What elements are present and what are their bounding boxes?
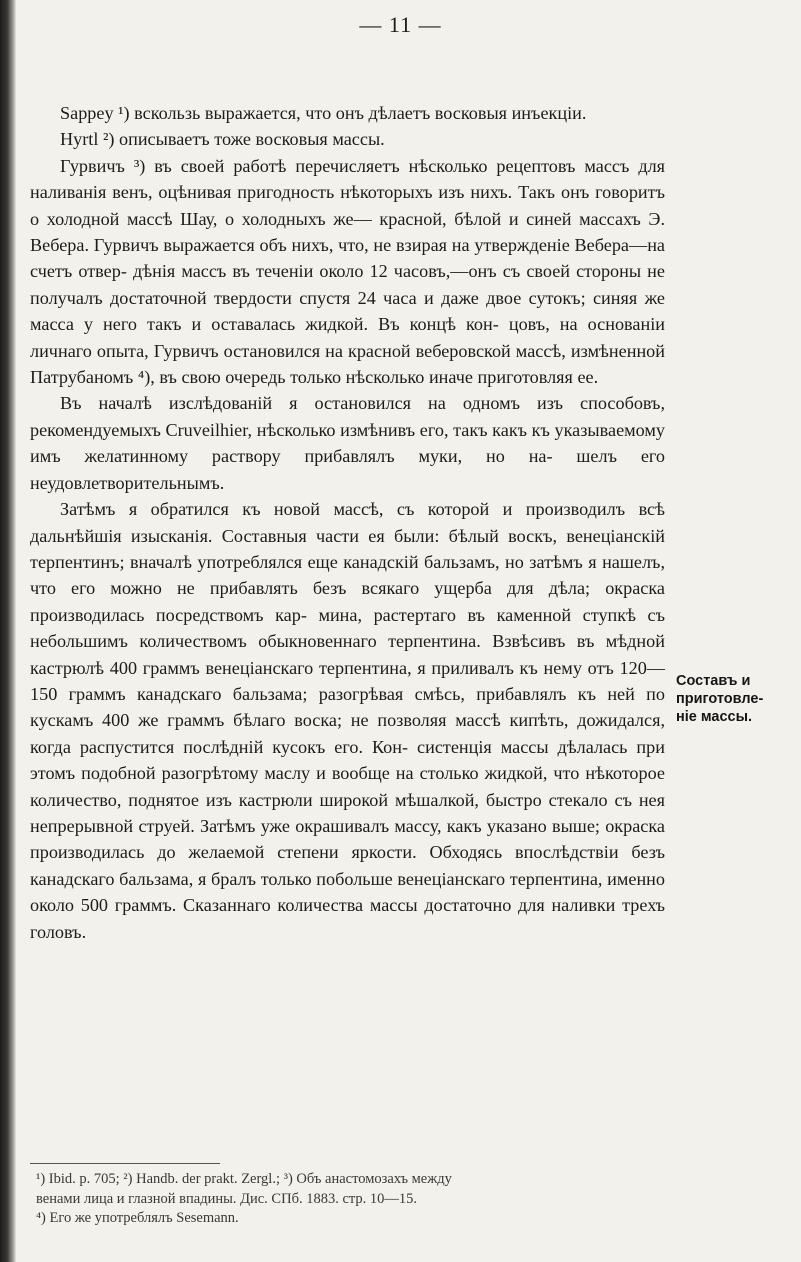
footnote-line: венами лица и глазной впадины. Дис. СПб. 1883. стр. 10—15. bbox=[36, 1190, 418, 1207]
paragraph-new-mass bbox=[30, 496, 665, 945]
text-line: 150 граммъ канадскаго бальзама; разогрѣвая смѣсь, прибавлялъ къ bbox=[30, 683, 608, 704]
text-line: рекомендуемыхъ Cruveilhier, нѣсколько измѣнивъ его, такъ какъ къ bbox=[30, 419, 555, 440]
paragraph-sappey bbox=[30, 100, 665, 126]
text-line: производилась до желаемой степени яркости. Обходясь впослѣдствіи bbox=[30, 842, 632, 863]
text-line: Гурвичъ ³) въ своей работѣ перечисляетъ нѣсколько рецептовъ bbox=[60, 155, 585, 176]
text-line: шелъ его неудовлетворительнымъ. bbox=[30, 446, 666, 493]
text-line: кипѣть, дожидался, когда распустится послѣдній кусокъ его. Кон- bbox=[30, 710, 665, 757]
text-line: только нѣсколько иначе приготовляя ее. bbox=[290, 367, 599, 388]
text-line: систенція массы дѣлалась при этомъ подобной разогрѣтому маслу и bbox=[30, 736, 665, 784]
text-line: Sappey ¹) вскользь выражается, что онъ дѣлаетъ восковыя bbox=[60, 103, 512, 123]
text-line: красной, бѣлой и синей массахъ Э. Вебера. Гурвичъ выражается bbox=[30, 208, 665, 256]
text-line: инъекціи. bbox=[511, 103, 587, 123]
margin-note bbox=[676, 672, 798, 726]
text-line: указываемому имъ желатинному раствору прибавлялъ муки, но на- bbox=[30, 419, 665, 467]
text-line: Hyrtl ²) описываетъ тоже восковыя массы. bbox=[60, 129, 385, 150]
text-line: цовъ, на основаніи личнаго опыта, Гурвичъ остановился на красной bbox=[30, 314, 665, 361]
text-line: синяя же масса у него такъ и оставалась жидкой. Въ концѣ кон- bbox=[30, 287, 665, 335]
text-line: граммъ венеціанскаго терпентина, я приливалъ къ нему отъ 120— bbox=[142, 657, 665, 678]
text-line: всѣ дальнѣйшія изысканія. Составныя части ея были: бѣлый воскъ, bbox=[30, 499, 665, 546]
text-line: дѣнія массъ въ теченіи около 12 часовъ,—онъ съ своей стороны не bbox=[132, 261, 665, 282]
text-line: веберовской массѣ, измѣненной Патрубаномъ ⁴), въ свою очередь bbox=[30, 340, 665, 388]
text-line: обыкновеннаго терпентина. Взвѣсивъ въ мѣдной кастрюлѣ 400 bbox=[30, 631, 665, 678]
text-line: получалъ достаточной твердости спустя 24 часа и даже двое сутокъ; bbox=[30, 287, 593, 308]
margin-note-line: Составъ и bbox=[676, 673, 751, 689]
text-line: безъ канадскаго бальзама, я бралъ только побольше венеціанскаго bbox=[30, 842, 665, 889]
text-line: кастрюли широкой мѣшалкой, быстро стекало съ нея непрерывной bbox=[30, 789, 665, 836]
paragraph-cruveilhier bbox=[30, 390, 665, 496]
main-text-body bbox=[30, 100, 665, 945]
text-line: нихъ. Такъ онъ говоритъ о холодной массѣ Шау, о холодныхъ же— bbox=[30, 182, 665, 229]
text-line: венеціанскій терпентинъ; вначалѣ употреблялся еще канадскій bbox=[30, 525, 665, 572]
text-line: Въ началѣ изслѣдованій я остановился на одномъ изъ способовъ, bbox=[60, 393, 665, 414]
text-line: вообще на столько жидкой, что нѣкоторое количество, поднятое изъ bbox=[30, 763, 665, 810]
text-line: мина, растертаго въ каменной ступкѣ съ небольшимъ количествомъ bbox=[30, 604, 665, 652]
text-line: бальзамъ, но затѣмъ я нашелъ, что его можно не прибавлять безъ bbox=[30, 551, 665, 599]
text-line: достаточно для наливки трехъ головъ. bbox=[30, 895, 665, 942]
margin-note-line: приготовле- bbox=[676, 691, 764, 707]
text-line: ней по кускамъ 400 же граммъ бѣлаго воска; не позволяя массѣ bbox=[30, 683, 665, 731]
footnote-line: ¹) Ibid. p. 705; ²) Handb. der prakt. Zergl.; ³) Объ анастомозахъ между bbox=[36, 1171, 452, 1187]
text-line: массъ для наливанія венъ, оцѣнивая пригодность нѣкоторыхъ изъ bbox=[30, 155, 666, 203]
paragraph-hyrtl bbox=[30, 126, 665, 152]
page-number: — 11 — bbox=[359, 12, 442, 37]
text-line: всякаго ущерба для дѣла; окраска производилась посредствомъ кар- bbox=[30, 578, 665, 625]
text-line: объ нихъ, что, не взирая на утвержденіе Вебера—на счетъ отвер- bbox=[30, 235, 665, 282]
book-binding-shadow bbox=[0, 0, 16, 1262]
paragraph-gurvich bbox=[30, 153, 665, 391]
text-line: терпентина, именно около 500 граммъ. Сказаннаго количества массы bbox=[30, 868, 666, 916]
text-line: Затѣмъ я обратился къ новой массѣ, съ которой и производилъ bbox=[60, 499, 639, 520]
margin-note-line: ніе массы. bbox=[676, 709, 753, 725]
text-line: струей. Затѣмъ уже окрашивалъ массу, какъ указано выше; окраска bbox=[138, 815, 665, 836]
footnote-line: ⁴) Его же употреблялъ Sesemann. bbox=[36, 1210, 239, 1226]
footnote-divider bbox=[30, 1163, 220, 1164]
footnotes bbox=[36, 1170, 676, 1229]
